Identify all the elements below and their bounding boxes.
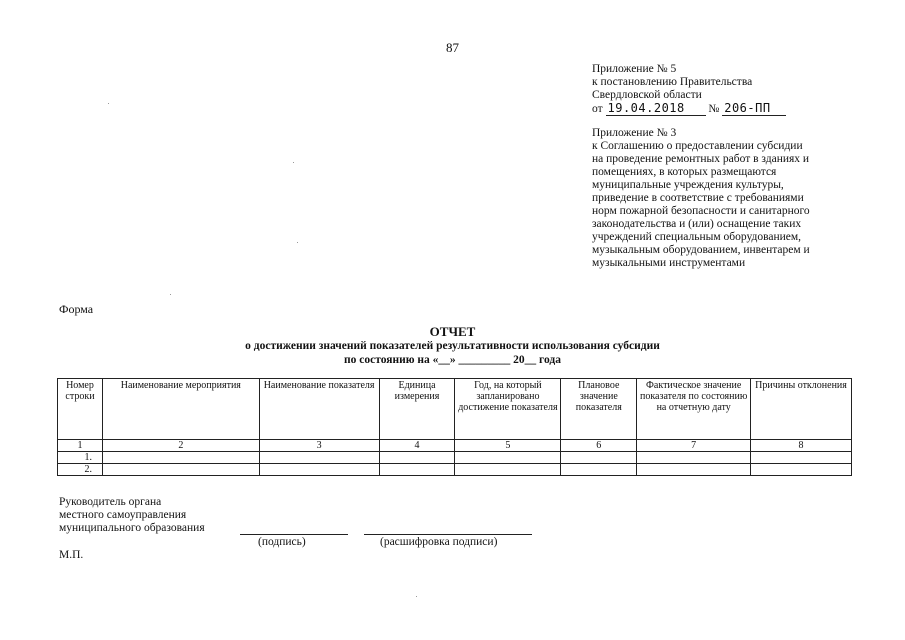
table-cell <box>379 464 455 476</box>
table-header-row <box>58 379 852 440</box>
row-number: 1. <box>58 452 103 464</box>
header-deviation-reasons: Причины отклонения <box>751 379 852 440</box>
column-number: 6 <box>561 440 637 452</box>
date-prefix: от <box>592 103 603 115</box>
scan-speck <box>108 103 109 104</box>
signatory-line: местного самоуправления <box>59 509 187 521</box>
column-number: 8 <box>751 440 852 452</box>
appendix-3-line: законодательства и (или) оснащение таких <box>592 218 802 230</box>
scan-speck <box>297 242 298 243</box>
table-row <box>58 452 852 464</box>
table-cell <box>561 452 637 464</box>
table-cell <box>455 452 561 464</box>
appendix-3-line: на проведение ремонтных работ в зданиях и <box>592 153 810 165</box>
header-target-year: Год, на который запланировано достижение показателя <box>455 379 561 440</box>
table-cell <box>259 464 379 476</box>
table-cell <box>561 464 637 476</box>
appendix-3-line: приведение в соответствие с требованиями <box>592 192 804 204</box>
signatory-block <box>59 496 205 535</box>
resolution-number: 206-ПП <box>722 102 786 116</box>
header-actual-value: Фактическое значение показателя по состоянию на отчетную дату <box>637 379 751 440</box>
header-planned-value: Плановое значение показателя <box>561 379 637 440</box>
report-subtitle: о достижении значений показателей результативности использования субсидии <box>245 340 660 352</box>
appendix-3-line: музыкальным оборудованием, инвентарем и <box>592 244 810 256</box>
table-cell <box>259 452 379 464</box>
table-cell <box>102 464 259 476</box>
appendix-3-line: к Соглашению о предоставлении субсидии <box>592 140 803 152</box>
column-number-row <box>58 440 852 452</box>
table-cell <box>102 452 259 464</box>
appendix-3-line: музыкальными инструментами <box>592 257 746 269</box>
row-number: 2. <box>58 464 103 476</box>
report-table <box>57 378 852 476</box>
column-number: 3 <box>259 440 379 452</box>
appendix-3-line: учреждений специальным оборудованием, <box>592 231 802 243</box>
header-activity-name: Наименование мероприятия <box>102 379 259 440</box>
column-number: 5 <box>455 440 561 452</box>
appendix-5-title: Приложение № 5 <box>592 63 677 75</box>
appendix-3-line: помещениях, в которых размещаются <box>592 166 777 178</box>
header-row-number: Номер строки <box>58 379 103 440</box>
scan-speck <box>416 596 417 597</box>
column-number: 1 <box>58 440 103 452</box>
appendix-3-title: Приложение № 3 <box>592 127 677 139</box>
appendix-5-line: Свердловской области <box>592 89 702 101</box>
page-number: 87 <box>446 40 459 55</box>
number-prefix: № <box>708 103 720 115</box>
appendix-3-line: норм пожарной безопасности и санитарного <box>592 205 810 217</box>
report-title: ОТЧЕТ <box>429 324 476 339</box>
appendix-5-date-line <box>592 102 786 116</box>
table-cell <box>751 464 852 476</box>
column-number: 7 <box>637 440 751 452</box>
appendix-3-line: муниципальные учреждения культуры, <box>592 179 784 191</box>
scan-speck <box>293 162 294 163</box>
appendix-5-block <box>592 63 786 116</box>
table-cell <box>379 452 455 464</box>
resolution-date: 19.04.2018 <box>606 102 706 116</box>
header-indicator-name: Наименование показателя <box>259 379 379 440</box>
report-as-of: по состоянию на «__» _________ 20__ года <box>344 354 561 366</box>
table-cell <box>637 452 751 464</box>
table-cell <box>751 452 852 464</box>
signature-decoding-line <box>364 534 532 535</box>
signature-line <box>240 534 348 535</box>
signatory-line: муниципального образования <box>59 522 205 534</box>
appendix-3-block <box>592 127 852 270</box>
signature-caption: (подпись) <box>258 536 306 548</box>
table-cell <box>455 464 561 476</box>
column-number: 4 <box>379 440 455 452</box>
form-label: Форма <box>59 302 94 316</box>
signature-decoding-caption: (расшифровка подписи) <box>380 536 498 548</box>
table-cell <box>637 464 751 476</box>
table-row <box>58 464 852 476</box>
column-number: 2 <box>102 440 259 452</box>
stamp-label: М.П. <box>59 549 84 561</box>
scan-speck <box>170 294 171 295</box>
appendix-5-line: к постановлению Правительства <box>592 76 753 88</box>
signatory-line: Руководитель органа <box>59 496 162 508</box>
header-unit: Единица измерения <box>379 379 455 440</box>
